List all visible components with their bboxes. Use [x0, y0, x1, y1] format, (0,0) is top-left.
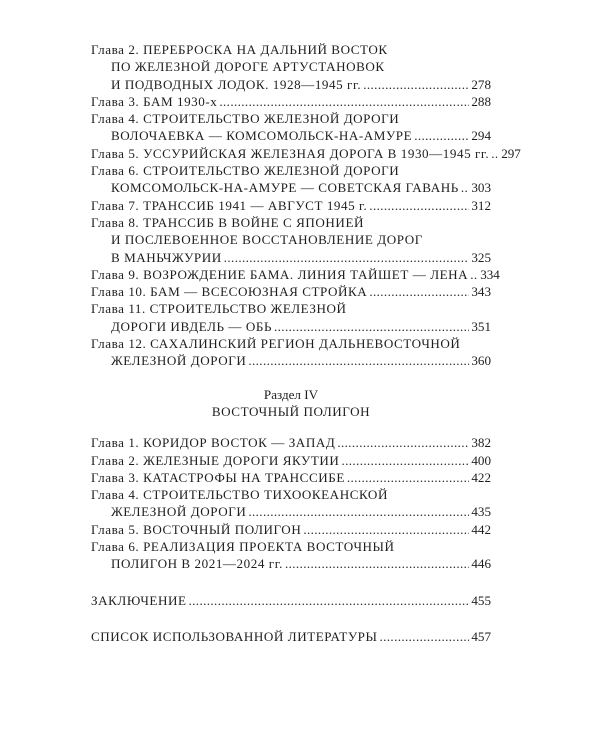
toc-entry-title: ЖЕЛЕЗНОЙ ДОРОГИ: [111, 353, 247, 369]
toc-entry-title: Глава 5. УССУРИЙСКАЯ ЖЕЛЕЗНАЯ ДОРОГА В 1930—1945 гг.: [91, 145, 490, 161]
page-number: 442: [471, 521, 491, 537]
dot-leader: [369, 197, 469, 214]
toc-entry[interactable]: [91, 521, 491, 538]
toc-entry-line: [91, 283, 491, 300]
toc-entry[interactable]: [91, 300, 491, 335]
toc-entry-title: КОМСОМОЛЬСК-НА-АМУРЕ — СОВЕТСКАЯ ГАВАНЬ: [111, 180, 459, 196]
toc-entry-line: [91, 503, 491, 520]
page-number: 455: [471, 592, 491, 608]
toc-entry-title: Глава 8. ТРАНССИБ В ВОЙНЕ С ЯПОНИЕЙ: [91, 214, 364, 230]
page-number: 297: [501, 145, 521, 161]
dot-leader: [248, 352, 469, 369]
section-title: ВОСТОЧНЫЙ ПОЛИГОН: [211, 403, 371, 419]
toc-entry-title: Глава 11. СТРОИТЕЛЬСТВО ЖЕЛЕЗНОЙ: [91, 301, 347, 317]
toc-entry-title: ЖЕЛЕЗНОЙ ДОРОГИ: [111, 504, 247, 520]
toc-entry[interactable]: [91, 335, 491, 370]
toc-entry-title: ЗАКЛЮЧЕНИЕ: [91, 592, 187, 608]
toc-entry-title: Глава 6. СТРОИТЕЛЬСТВО ЖЕЛЕЗНОЙ ДОРОГИ: [91, 163, 400, 179]
toc-entry-line: [91, 452, 491, 469]
page-number: 294: [471, 128, 491, 144]
page-number: 351: [471, 318, 491, 334]
toc-entry-title: Глава 3. БАМ 1930-х: [91, 93, 218, 109]
toc-entry-title: Глава 5. ВОСТОЧНЫЙ ПОЛИГОН: [91, 521, 302, 537]
toc-entry-title: В МАНЬЧЖУРИИ: [111, 249, 222, 265]
page-number: 422: [471, 469, 491, 485]
toc-entry-line: [91, 266, 500, 283]
dot-leader: [219, 93, 469, 110]
dot-leader: [461, 179, 470, 196]
toc-entry-line: [91, 555, 491, 572]
toc-entry-title: СПИСОК ИСПОЛЬЗОВАННОЙ ЛИТЕРАТУРЫ: [91, 628, 378, 644]
page-number: 400: [471, 452, 491, 468]
toc-entry-line: [91, 249, 491, 266]
page-number: 325: [471, 249, 491, 265]
dot-leader: [379, 628, 469, 645]
toc-entry-title: И ПОСЛЕВОЕННОЕ ВОССТАНОВЛЕНИЕ ДОРОГ: [111, 232, 423, 248]
part3-entry-list: [91, 41, 521, 370]
page-number: 382: [471, 435, 491, 451]
toc-entry[interactable]: [91, 110, 491, 145]
toc-entry-title: ПО ЖЕЛЕЗНОЙ ДОРОГЕ АРТУСТАНОВОК: [111, 59, 385, 75]
dot-leader: [303, 521, 469, 538]
toc-entry[interactable]: [91, 214, 491, 266]
toc-entry-line: [91, 231, 491, 248]
toc-entry-conclusion[interactable]: [91, 592, 491, 609]
toc-entry-title: И ПОДВОДНЫХ ЛОДОК. 1928—1945 гг.: [111, 76, 362, 92]
page-number: 435: [471, 504, 491, 520]
dot-leader: [189, 592, 470, 609]
toc-entry-title: ПОЛИГОН В 2021—2024 гг.: [111, 556, 283, 572]
toc-entry-title: Глава 2. ПЕРЕБРОСКА НА ДАЛЬНИЙ ВОСТОК: [91, 42, 388, 57]
toc-entry-line: [91, 538, 491, 555]
toc-entry[interactable]: [91, 283, 491, 300]
dot-leader: [285, 555, 469, 572]
dot-leader: [274, 318, 469, 335]
dot-leader: [470, 266, 478, 283]
toc-page: [91, 41, 521, 645]
dot-leader: [347, 469, 469, 486]
toc-entry[interactable]: [91, 469, 491, 486]
toc-entry-line: [91, 521, 491, 538]
toc-entry-line: [91, 179, 491, 196]
toc-entry[interactable]: [91, 452, 491, 469]
toc-entry-title: Глава 1. КОРИДОР ВОСТОК — ЗАПАД: [91, 435, 336, 451]
toc-entry-line: [91, 335, 491, 352]
toc-entry-line: [91, 300, 491, 317]
toc-entry[interactable]: [91, 162, 491, 197]
page-number: 278: [471, 76, 491, 92]
dot-leader: [369, 283, 469, 300]
toc-entry-title: Глава 2. ЖЕЛЕЗНЫЕ ДОРОГИ ЯКУТИИ: [91, 452, 340, 468]
toc-entry-title: Глава 7. ТРАНССИБ 1941 — АВГУСТ 1945 г.: [91, 197, 368, 213]
toc-entry-line: [91, 58, 491, 75]
part4-entry-list: [91, 434, 491, 572]
section-label: Раздел IV: [263, 386, 319, 402]
toc-entry[interactable]: [91, 266, 500, 283]
toc-entry-title: ВОЛОЧАЕВКА — КОМСОМОЛЬСК-НА-АМУРЕ: [111, 128, 413, 144]
toc-entry-title: Глава 4. СТРОИТЕЛЬСТВО ЖЕЛЕЗНОЙ ДОРОГИ: [91, 111, 400, 127]
toc-entry-line: [91, 162, 491, 179]
toc-entry-line: [91, 318, 491, 335]
toc-entry-line: [91, 352, 491, 369]
toc-entry-title: Глава 6. РЕАЛИЗАЦИЯ ПРОЕКТА ВОСТОЧНЫЙ: [91, 539, 395, 555]
toc-entry-line: [91, 127, 491, 144]
dot-leader: [363, 76, 469, 93]
toc-entry-title: Глава 10. БАМ — ВСЕСОЮЗНАЯ СТРОЙКА: [91, 284, 368, 300]
toc-entry[interactable]: [91, 197, 491, 214]
page-number: 457: [471, 628, 491, 644]
page-number: 303: [471, 180, 491, 196]
dot-leader: [337, 434, 469, 451]
toc-entry[interactable]: [91, 486, 491, 521]
toc-entry-title: Глава 4. СТРОИТЕЛЬСТВО ТИХООКЕАНСКОЙ: [91, 487, 388, 503]
page-number: 334: [480, 266, 500, 282]
page-number: 360: [471, 353, 491, 369]
dot-leader: [248, 503, 469, 520]
toc-entry-line: [91, 486, 491, 503]
toc-entry-references[interactable]: [91, 628, 491, 645]
toc-entry-line: [91, 434, 491, 451]
toc-entry-line: [91, 145, 521, 162]
toc-entry-title: Глава 9. ВОЗРОЖДЕНИЕ БАМА. ЛИНИЯ ТАЙШЕТ — ЛЕНА: [91, 266, 469, 282]
toc-entry-title: ДОРОГИ ИВДЕЛЬ — ОБЬ: [111, 318, 273, 334]
page-number: 343: [471, 284, 491, 300]
page-number: 312: [471, 197, 491, 213]
page-number: 288: [471, 93, 491, 109]
dot-leader: [224, 249, 470, 266]
toc-entry-title: Глава 3. КАТАСТРОФЫ НА ТРАНССИБЕ: [91, 469, 345, 485]
toc-entry-line: [91, 214, 491, 231]
toc-entry[interactable]: [91, 93, 491, 110]
toc-entry[interactable]: [91, 41, 491, 93]
page-number: 446: [471, 556, 491, 572]
dot-leader: [414, 127, 469, 144]
toc-entry-line: [91, 197, 491, 214]
toc-entry[interactable]: [91, 434, 491, 451]
toc-entry-line: [91, 76, 491, 93]
dot-leader: [341, 452, 469, 469]
toc-entry-line: [91, 110, 491, 127]
toc-entry-line: [91, 93, 491, 110]
toc-entry[interactable]: [91, 145, 521, 162]
toc-entry-title: Глава 12. САХАЛИНСКИЙ РЕГИОН ДАЛЬНЕВОСТОЧНОЙ: [91, 336, 461, 352]
dot-leader: [491, 145, 499, 162]
toc-entry-line: [91, 469, 491, 486]
toc-entry-line: [91, 41, 491, 58]
toc-entry[interactable]: [91, 538, 491, 573]
